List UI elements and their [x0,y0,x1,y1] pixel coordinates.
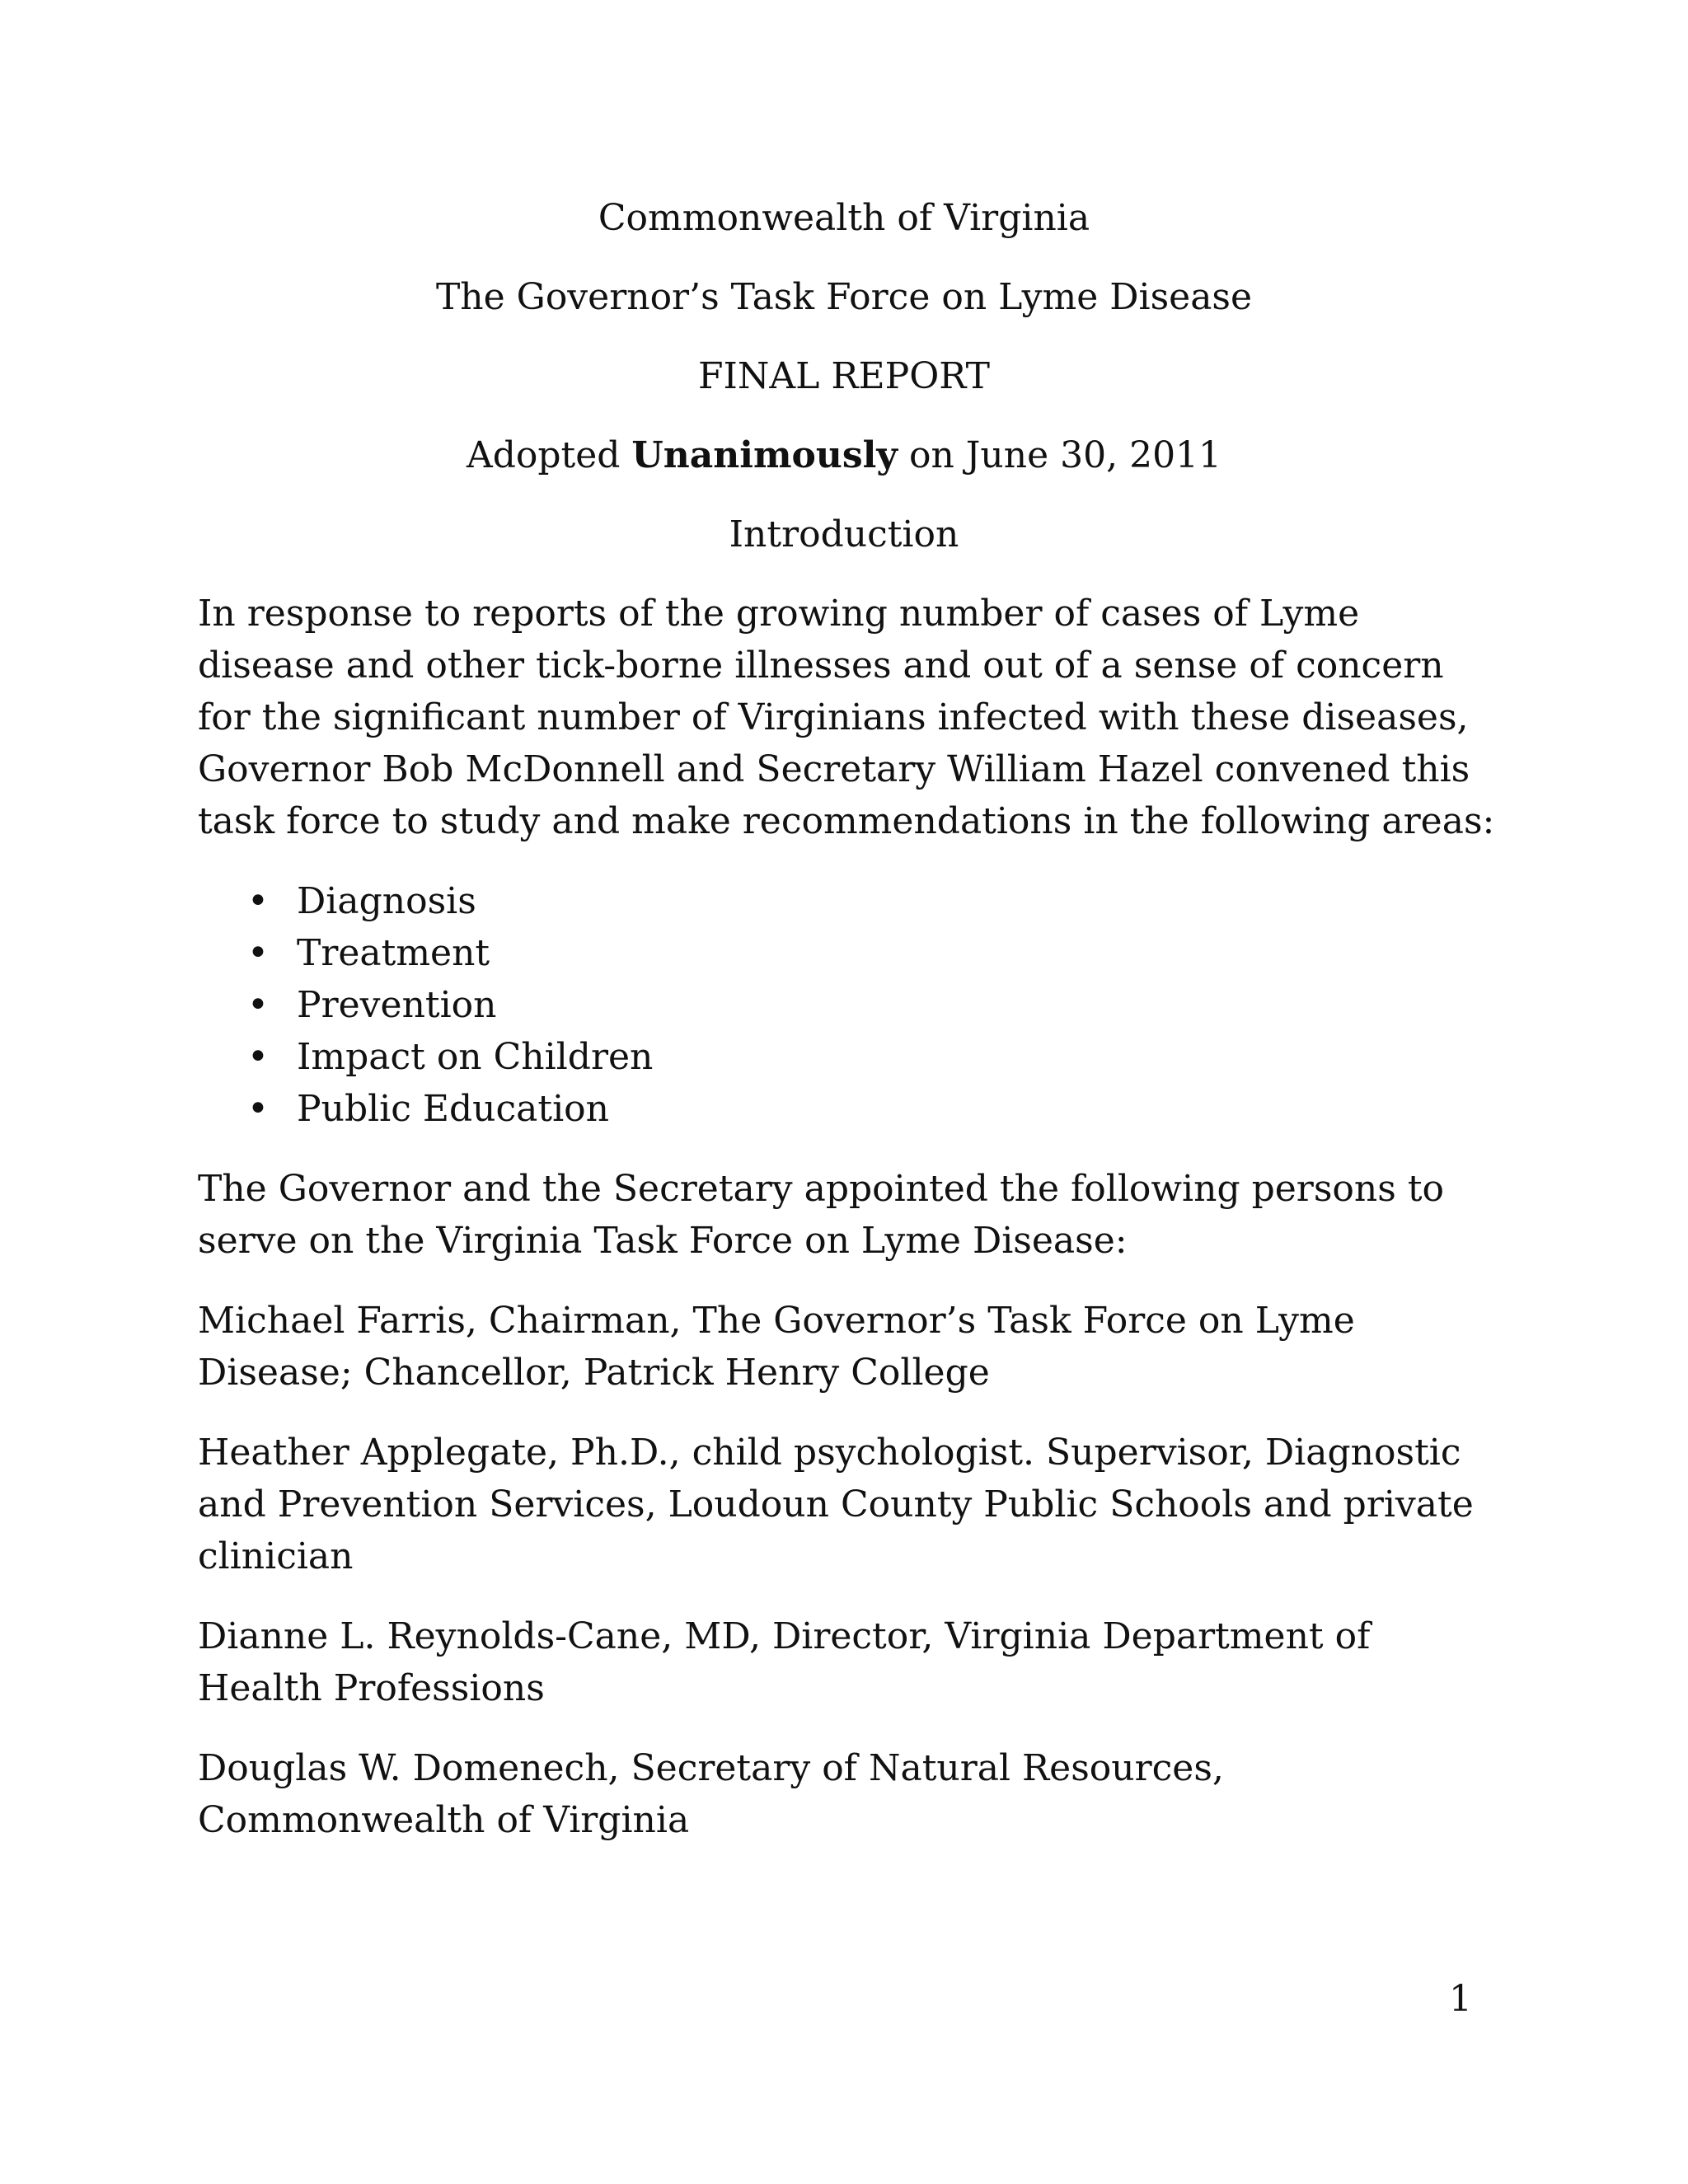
intro-paragraph: In response to reports of the growing number of cases of Lyme disease and other tick-borne illnesses and out of a sense of concern for the significant number of Virginians infected with these diseases, Governor Bob McDonnell and Secretary William Hazel convened this task force to study and make recommendations in the following areas: [198,593,1495,842]
page-number: 1 [1449,1978,1472,2020]
header-final-report: FINAL REPORT [697,355,991,397]
bullet-icon: • [247,880,269,922]
list-item: • Public Education [198,1083,1500,1135]
list-item: • Treatment [198,927,1500,979]
member-entry-domenech: Douglas W. Domenech, Secretary of Natural Resources, Commonwealth of Virginia [198,1747,1224,1841]
header-commonwealth: Commonwealth of Virginia [598,197,1090,239]
section-title-introduction: Introduction [729,513,959,555]
appointment-paragraph: The Governor and the Secretary appointed the following persons to serve on the Virginia Task Force on Lyme Disease: [198,1168,1444,1262]
member-entry-applegate: Heather Applegate, Ph.D., child psychologist. Supervisor, Diagnostic and Prevention Services, Loudoun County Public Schools and private clinician [198,1432,1474,1577]
header-adopted-line [0,433,1688,479]
member-entry-farris: Michael Farris, Chairman, The Governor’s Task Force on Lyme Disease; Chancellor, Patrick Henry College [198,1300,1355,1394]
bullet-icon: • [247,932,269,974]
adopted-date: on June 30, 2011 [908,434,1222,476]
bullet-icon: • [247,1088,269,1130]
list-item: • Diagnosis [198,875,1500,927]
list-item: • Prevention [198,979,1500,1031]
member-entry-reynolds-cane: Dianne L. Reynolds-Cane, MD, Director, Virginia Department of Health Professions [198,1615,1371,1709]
header-task-force: The Governor’s Task Force on Lyme Disease [435,276,1253,318]
areas-list [198,875,1500,1135]
bullet-icon: • [247,984,269,1026]
adopted-unanimously: Unanimously [631,434,898,476]
bullet-icon: • [247,1036,269,1078]
list-item: • Impact on Children [198,1031,1500,1083]
document-body [198,588,1500,1874]
adopted-prefix: Adopted [466,434,621,476]
